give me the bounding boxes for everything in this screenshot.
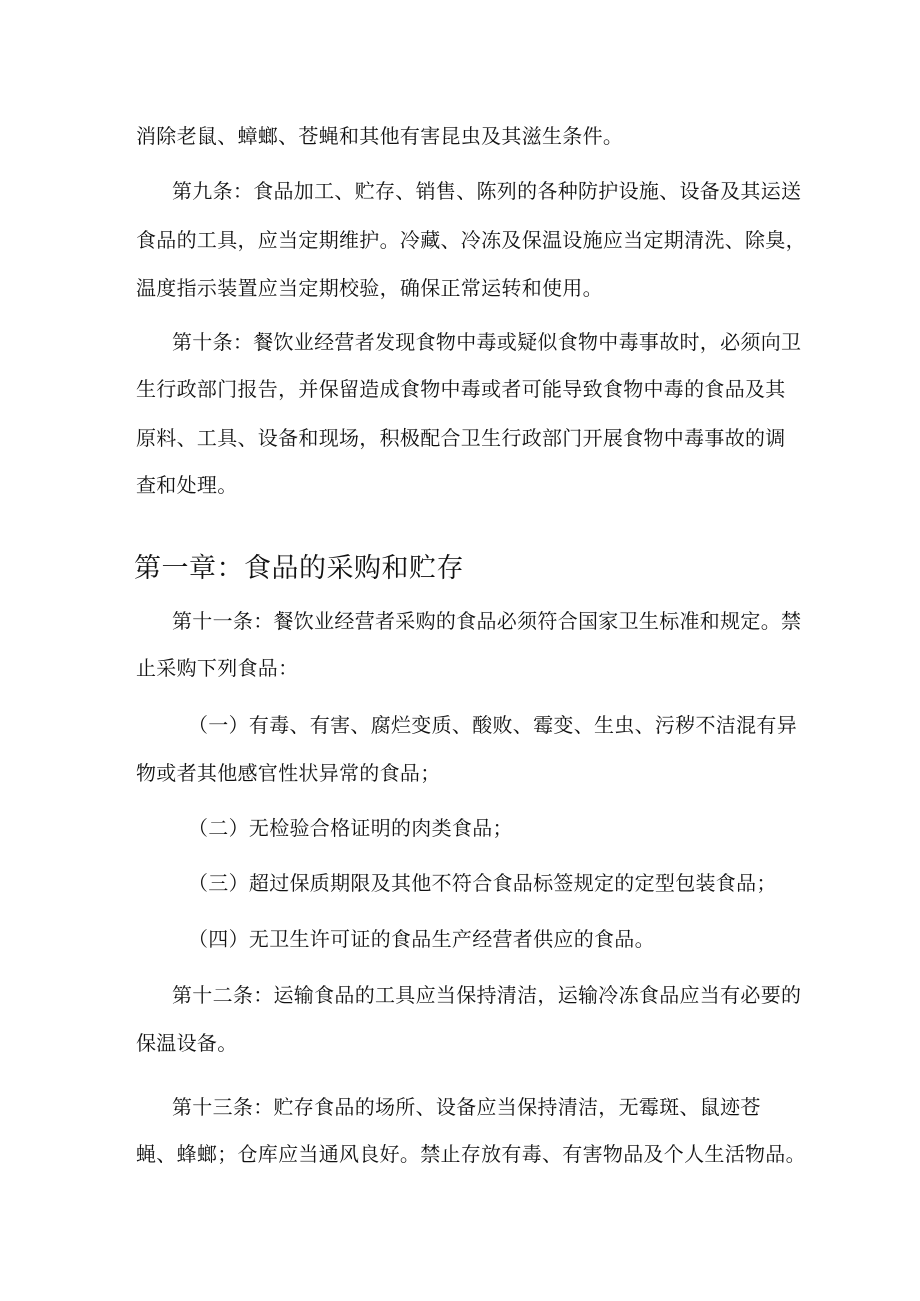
article-12-line-1: 第十二条：运输食品的工具应当保持清洁，运输冷冻食品应当有必要的 [172,983,802,1007]
article-10-line-2: 生行政部门报告，并保留造成食物中毒或者可能导致食物中毒的食品及其 [136,377,786,401]
item-1-line-1: （一）有毒、有害、腐烂变质、酸败、霉变、生虫、污秽不洁混有异 [188,713,797,737]
item-1-line-2: 物或者其他感官性状异常的食品； [136,761,441,785]
article-8-tail: 消除老鼠、蟑螂、苍蝇和其他有害昆虫及其滋生条件。 [136,124,624,148]
article-11-line-2: 止采购下列食品： [136,656,299,680]
article-12-line-2: 保温设备。 [136,1031,238,1055]
chapter-heading: 第一章：食品的采购和贮存 [134,553,464,584]
article-10-line-3: 原料、工具、设备和现场，积极配合卫生行政部门开展食物中毒事故的调 [136,426,786,450]
article-9-line-1: 第九条：食品加工、贮存、销售、陈列的各种防护设施、设备及其运送 [172,179,802,203]
article-13-line-1: 第十三条：贮存食品的场所、设备应当保持清洁，无霉斑、鼠迹苍 [172,1095,761,1119]
article-10-line-1: 第十条：餐饮业经营者发现食物中毒或疑似食物中毒事故时，必须向卫 [172,330,802,354]
item-3: （三）超过保质期限及其他不符合食品标签规定的定型包装食品； [188,871,777,895]
article-9-line-2: 食品的工具，应当定期维护。冷藏、冷冻及保温设施应当定期清洗、除臭， [136,228,806,252]
article-9-line-3: 温度指示装置应当定期校验，确保正常运转和使用。 [136,276,603,300]
article-10-line-4: 查和处理。 [136,473,238,497]
item-2: （二）无检验合格证明的肉类食品； [188,816,513,840]
item-4: （四）无卫生许可证的食品生产经营者供应的食品。 [188,927,655,951]
article-11-line-1: 第十一条：餐饮业经营者采购的食品必须符合国家卫生标准和规定。禁 [172,609,802,633]
article-13-line-2: 蝇、蜂螂；仓库应当通风良好。禁止存放有毒、有害物品及个人生活物品。 [136,1142,806,1166]
